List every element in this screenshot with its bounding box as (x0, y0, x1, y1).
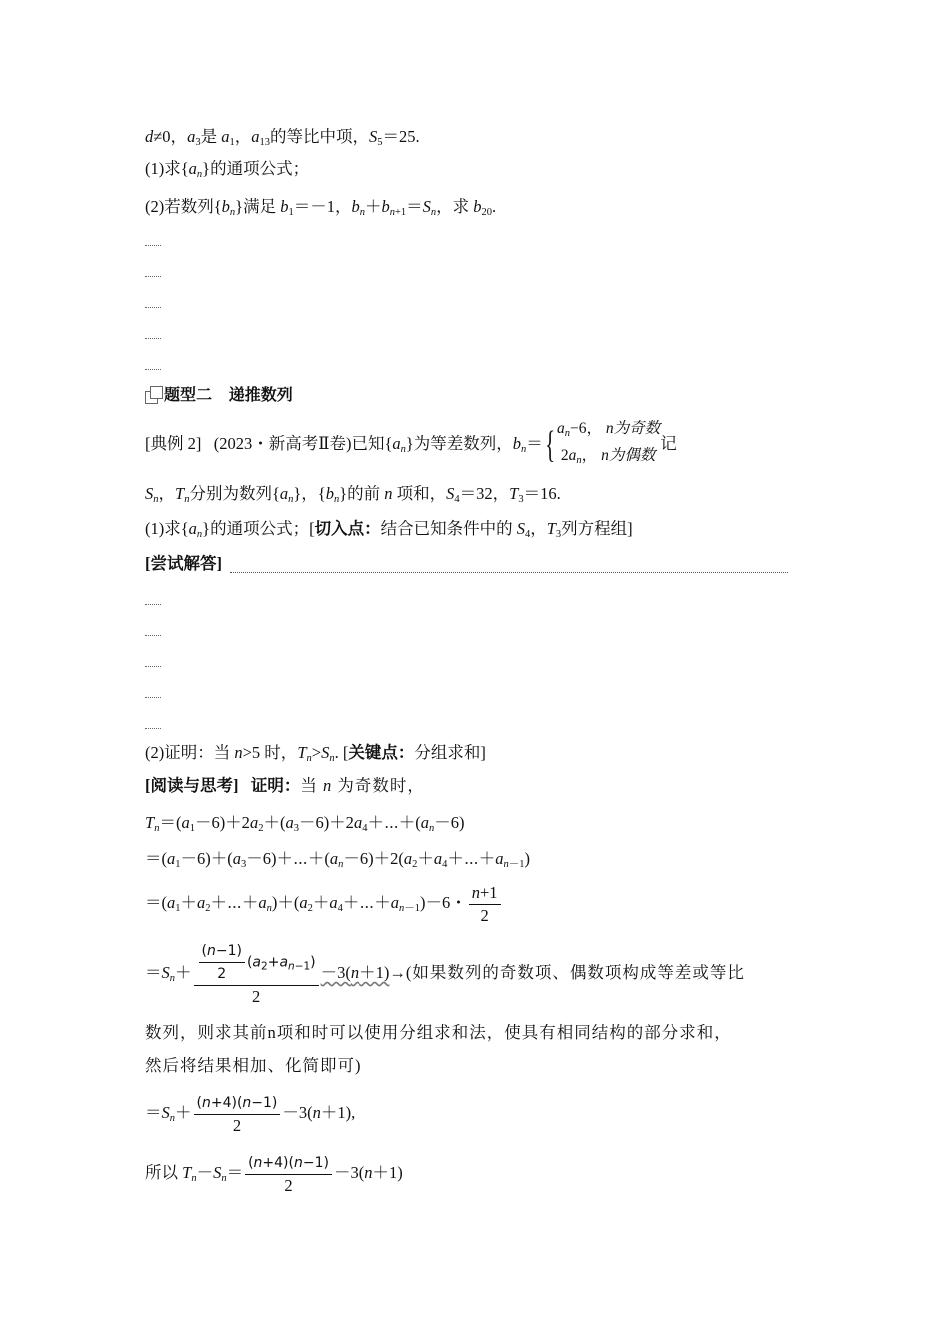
annotation-note: (如果数列的奇数项、偶数项构成等差或等比 (405, 963, 745, 982)
section-title-type: 题型二 (164, 385, 213, 404)
example-part2: (2)证明：当 n>5 时，$T_n>S_n$. [关键点：分组求和] (145, 743, 486, 764)
section-title-name: 递推数列 (228, 385, 293, 404)
problem1-line1: d≠0，$a_3$是 $a_1$，$a_{13}$的等比中项，$S_5=25$. (145, 127, 420, 148)
example-line2: $S_n$，$T_n$分别为数列$\{a_n\}$，$\{b_n\}$的前 n 项和，$S_4=32$，$T_3=16$. (145, 484, 561, 505)
fraction: $\frac{(n+4)(n-1)}{2}$ (194, 1093, 281, 1136)
section-icon (145, 386, 162, 403)
compound-fraction: $\frac{(n-1)}{2}$ $(a_2+a_{n-1})$ 2 (194, 941, 319, 1007)
solution-eq1: $T_n=(a_1-6)+2a_2+(a_3-6)+2a_4+\cdots+(a_n-6)$ (145, 813, 465, 834)
fraction: $\frac{(n+4)(n-1)}{2}$ (245, 1153, 332, 1196)
answer-line[interactable] (145, 307, 161, 308)
problem1-part2: (2)若数列$\{b_n\}$满足 $b_1=-1$，$b_n+b_{n+1}=S_n$，求 $b_{20}$. (145, 197, 497, 218)
note-line3: 然后将结果相加、化简即可) (145, 1056, 362, 1075)
fraction: $\frac{n+1}{2}$ (469, 883, 501, 926)
solution-eq6: 所以 $T_n-S_n=$ $\frac{(n+4)(n-1)}{2}$ －3(n＋1) (145, 1154, 403, 1195)
example-tag: [典例 2] (145, 433, 202, 453)
piecewise-definition: $a_n-6$， n为奇数 $2a_n$， n为偶数 (557, 420, 661, 466)
answer-line[interactable] (145, 276, 161, 277)
try-answer-line[interactable] (230, 572, 788, 573)
so-label: 所以 (145, 1163, 178, 1182)
answer-line[interactable] (145, 338, 161, 339)
note-line2: 数列，则求其前n项和时可以使用分组求和法，使具有相同结构的部分求和， (145, 1023, 732, 1042)
section-heading (145, 384, 293, 406)
answer-line[interactable] (145, 604, 161, 605)
answer-line[interactable] (145, 728, 161, 729)
arrow-icon: → (389, 963, 406, 982)
example-tail: 记 (660, 433, 677, 453)
solution-eq3: $=(a_1+a_2+\cdots+a_n)+(a_2+a_4+\cdots+a_{n-1})-6$・ $\frac{n+1}{2}$ (145, 880, 503, 932)
answer-line[interactable] (145, 635, 161, 636)
example-part1: (1)求$\{a_n\}$的通项公式；[切入点：结合已知条件中的 $S_4$，$T_3$列方程组] (145, 519, 633, 540)
solution-eq2: $=(a_1-6)+(a_3-6)+\cdots+(a_n-6)+2(a_2+a_4+\cdots+a_{n-1})$ (145, 849, 530, 870)
solution-eq4: $=S_n+$ $\frac{(n-1)}{2}$ $(a_2+a_{n-1})$ 2 －3(n＋1)→(如果数列的奇数项、偶数项构成等差或等比 (145, 943, 745, 1007)
read-think-label: [阅读与思考] (145, 776, 239, 795)
answer-line[interactable] (145, 369, 161, 370)
answer-line[interactable] (145, 666, 161, 667)
example-line1: [典例 2] (2023・新高考Ⅱ卷)已知$\{a_n\}$为等差数列，$b_n=${ $a_n-6$， n为奇数 $2a_n$， n为偶数 记 (145, 418, 677, 473)
try-label: [尝试解答] (145, 554, 222, 573)
problem1-part1: (1)求$\{a_n\}$的通项公式； (145, 159, 310, 180)
read-think-line: [阅读与思考] 证明：当 n 为奇数时， (145, 776, 425, 795)
answer-line[interactable] (145, 697, 161, 698)
solution-eq5: $=S_n+$ $\frac{(n+4)(n-1)}{2}$ －3(n＋1), (145, 1094, 356, 1135)
answer-line[interactable] (145, 245, 161, 246)
